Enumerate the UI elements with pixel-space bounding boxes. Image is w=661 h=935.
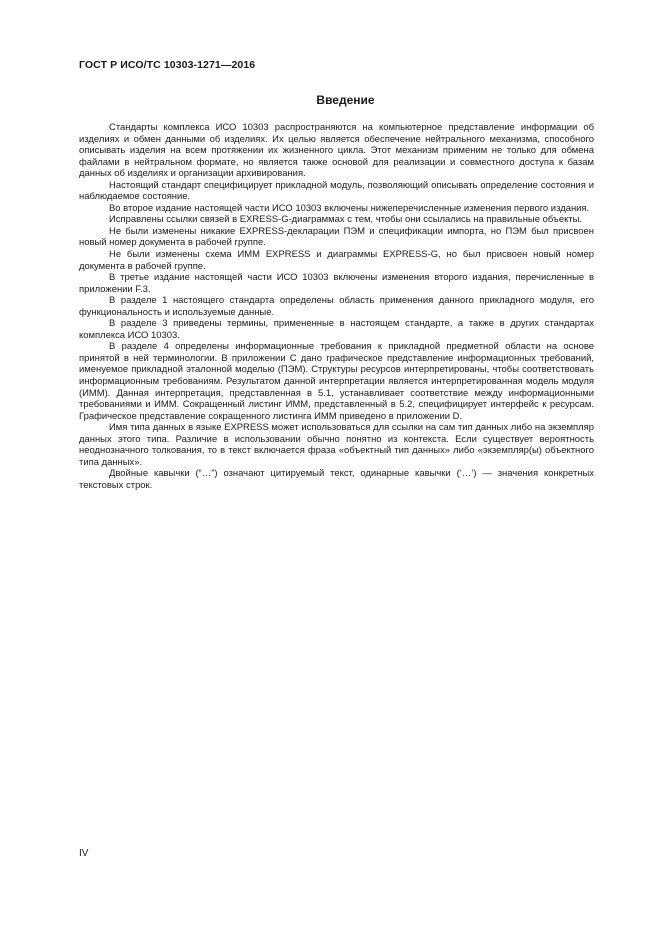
paragraph: В третье издание настоящей части ИСО 10303 включены изменения второго издания, перечисленные в приложении F.3. xyxy=(79,272,594,295)
paragraph: Стандарты комплекса ИСО 10303 распространяются на компьютерное представление информации об изделиях и обмен данными об изделиях. Их целью является обеспечение нейтрального механизма, способного описывать изделия на всем протяжении их жизненного цикла. Этот механизм применим не только для обмена файлами в нейтральном формате, но является также основой для реализации и совместного доступа к базам данных об изделиях и организации архивирования. xyxy=(79,122,594,180)
paragraph: Имя типа данных в языке EXPRESS может использоваться для ссылки на сам тип данных либо на экземпляр данных этого типа. Различие в использовании обычно понятно из контекста. Если существует вероятность неоднозначного толкования, то в текст включается фраза «объектный тип данных» либо «экземпляр(ы) объектного типа данных». xyxy=(79,422,594,468)
paragraph: В разделе 3 приведены термины, примененные в настоящем стандарте, а также в других стандартах комплекса ИСО 10303. xyxy=(79,318,594,341)
paragraph: Исправлены ссылки связей в EXRESS-G-диаграммах с тем, чтобы они ссылались на правильные объекты. xyxy=(109,214,583,226)
section-title: Введение xyxy=(316,93,375,107)
paragraph: В разделе 4 определены информационные требования к прикладной предметной области на основе принятой в ней терминологии. В приложении С дано графическое представление информационных требований, именуемое прикладной эталонной моделью (ПЭМ). Структуры ресурсов интерпретированы, чтобы соответствовать информационным требованиям. Результатом данной интерпретации является интерпретированная модель модуля (ИММ). Данная интерпретация, представленная в 5.1, устанавливает соответствие между информационными требованиями и ИММ. Сокращенный листинг ИММ, представленный в 5.2, специфицирует интерфейс к ресурсам. Графическое представление сокращенного листинга ИММ приведено в приложении D. xyxy=(79,341,594,422)
paragraph: Не были изменены никакие EXPRESS-декларации ПЭМ и спецификации импорта, но ПЭМ был присвоен новый номер документа в рабочей группе. xyxy=(79,225,594,249)
paragraph: В разделе 1 настоящего стандарта определены область применения данного прикладного модуля, его функциональность и используемые данные. xyxy=(79,295,594,318)
introduction-body xyxy=(79,122,594,492)
document-header-id: ГОСТ Р ИСО/ТС 10303-1271—2016 xyxy=(79,59,256,71)
paragraph: Не были изменены схема ИММ EXPRESS и диаграммы EXPRESS-G, но был присвоен новый номер документа в рабочей группе. xyxy=(79,249,594,272)
paragraph: Настоящий стандарт специфицирует прикладной модуль, позволяющий описывать определение состояния и наблюдаемое состояние. xyxy=(79,179,594,203)
paragraph: Во второе издание настоящей части ИСО 10303 включены нижеперечисленные изменения первого издания. xyxy=(109,202,590,214)
paragraph: Двойные кавычки (“…”) означают цитируемый текст, одинарные кавычки (‘…’) — значения конкретных текстовых строк. xyxy=(79,468,594,491)
page-number: IV xyxy=(79,848,89,859)
